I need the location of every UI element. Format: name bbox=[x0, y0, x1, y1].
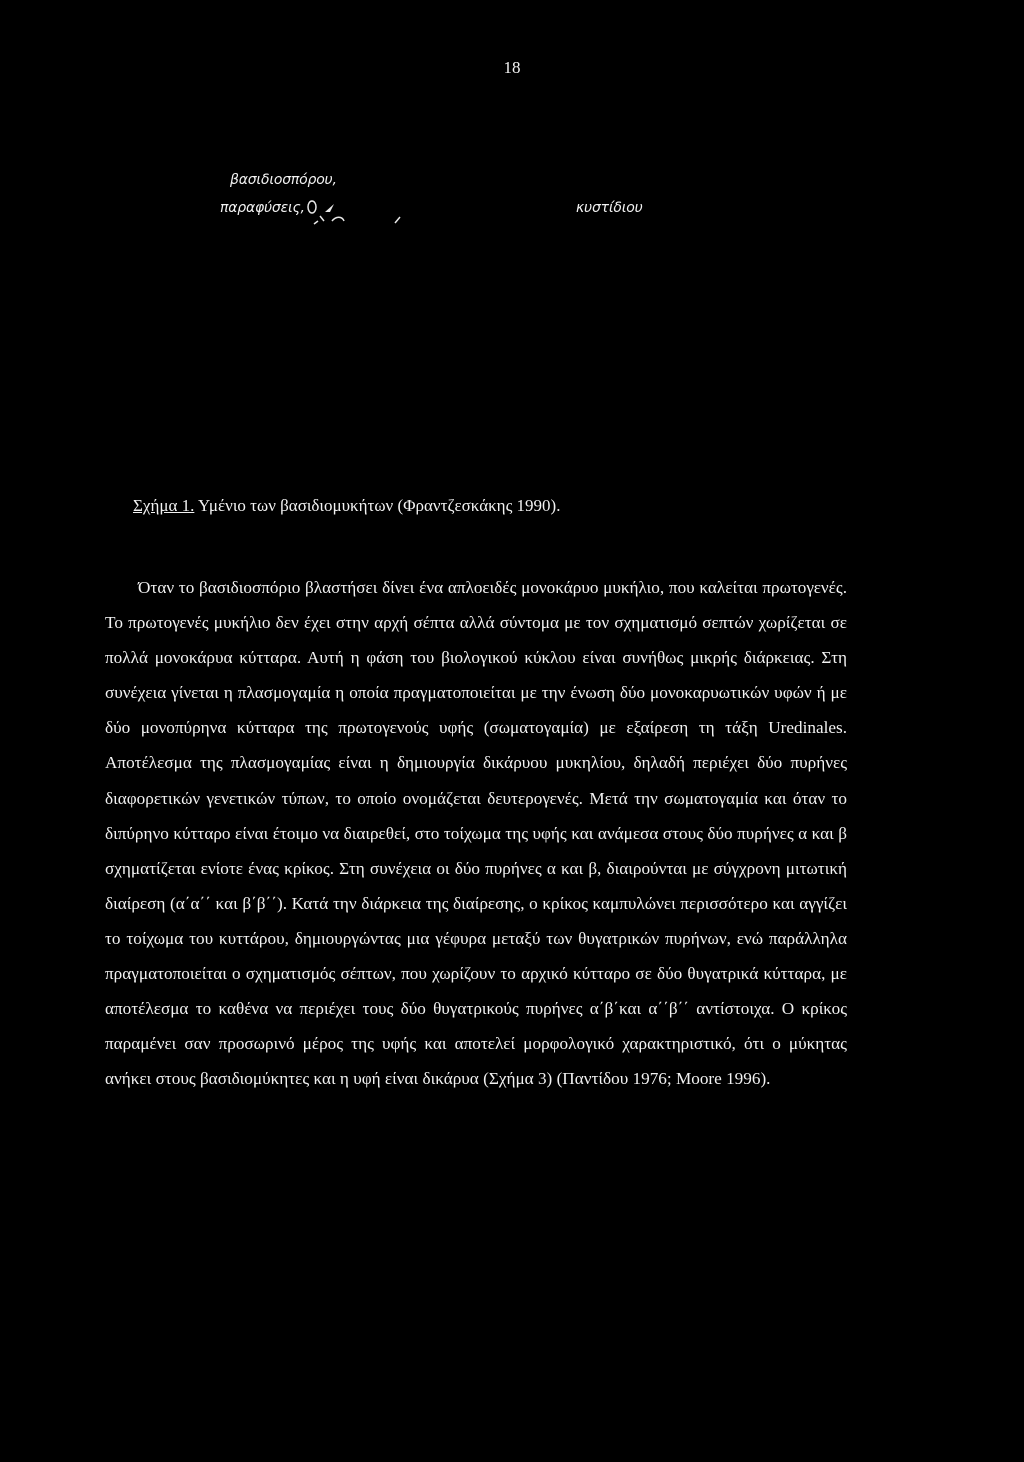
figure-label-basidiospore: βασιδιοσπόρου, bbox=[230, 172, 337, 188]
figure-label-paraphyses: παραφύσεις, bbox=[220, 200, 305, 216]
body-text bbox=[105, 570, 847, 1096]
figure-caption-text: Υμένιο των βασιδιομυκήτων (Φραντζεσκάκης 1990). bbox=[194, 496, 561, 515]
figure-caption-label: Σχήμα 1. bbox=[133, 496, 195, 515]
figure-label-cystidium: κυστίδιου bbox=[576, 200, 643, 216]
figure-caption bbox=[133, 496, 560, 516]
figure-sketch-marks bbox=[300, 190, 410, 240]
figure-area bbox=[0, 160, 1024, 480]
body-paragraph: Όταν το βασιδιοσπόριο βλαστήσει δίνει ένα απλοειδές μονοκάρυο μυκήλιο, που καλείται πρωτογενές. Το πρωτογενές μυκήλιο δεν έχει στην αρχή σέπτα αλλά σύντομα με τον σχηματισμό σεπτών χωρίζεται σε πολλά μονοκάρυα κύτταρα. Αυτή η φάση του βιολογικού κύκλου είναι συνήθως μικρής διάρκειας. Στη συνέχεια γίνεται η πλασμογαμία η οποία πραγματοποιείται με την ένωση δύο μονοκαρυωτικών υφών ή με δύο μονοπύρηνα κύτταρα της πρωτογενούς υφής (σωματογαμία) με εξαίρεση τη τάξη Uredinales. Αποτέλεσμα της πλασμογαμίας είναι η δημιουργία δικάρυου μυκηλίου, δηλαδή περιέχει δύο πυρήνες διαφορετικών γενετικών τύπων, το οποίο ονομάζεται δευτερογενές. Μετά την σωματογαμία και όταν το διπύρηνο κύτταρο είναι έτοιμο να διαιρεθεί, στο τοίχωμα της υφής και ανάμεσα στους δύο πυρήνες α και β σχηματίζεται ενίοτε ένας κρίκος. Στη συνέχεια οι δύο πυρήνες α και β, διαιρούνται με σύγχρονη μιτωτική διαίρεση (α΄α΄΄ και β΄β΄΄). Κατά την διάρκεια της διαίρεσης, ο κρίκος καμπυλώνει περισσότερο και αγγίζει το τοίχωμα του κυττάρου, δημιουργώντας μια γέφυρα μεταξύ των θυγατρικών πυρήνων, ενώ παράλληλα πραγματοποιείται ο σχηματισμός σέπτων, που χωρίζουν το αρχικό κύτταρο σε δύο θυγατρικά κύτταρα, με αποτέλεσμα το καθένα να περιέχει τους δύο θυγατρικούς πυρήνες α΄β΄και α΄΄β΄΄ αντίστοιχα. Ο κρίκος παραμένει σαν προσωρινό μέρος της υφής και αποτελεί μορφολογικό χαρακτηριστικό, ότι ο μύκητας ανήκει στους βασιδιομύκητες και η υφή είναι δικάρυα (Σχήμα 3) (Παντίδου 1976; Moore 1996). bbox=[105, 578, 847, 1089]
page-number: 18 bbox=[503, 58, 521, 77]
